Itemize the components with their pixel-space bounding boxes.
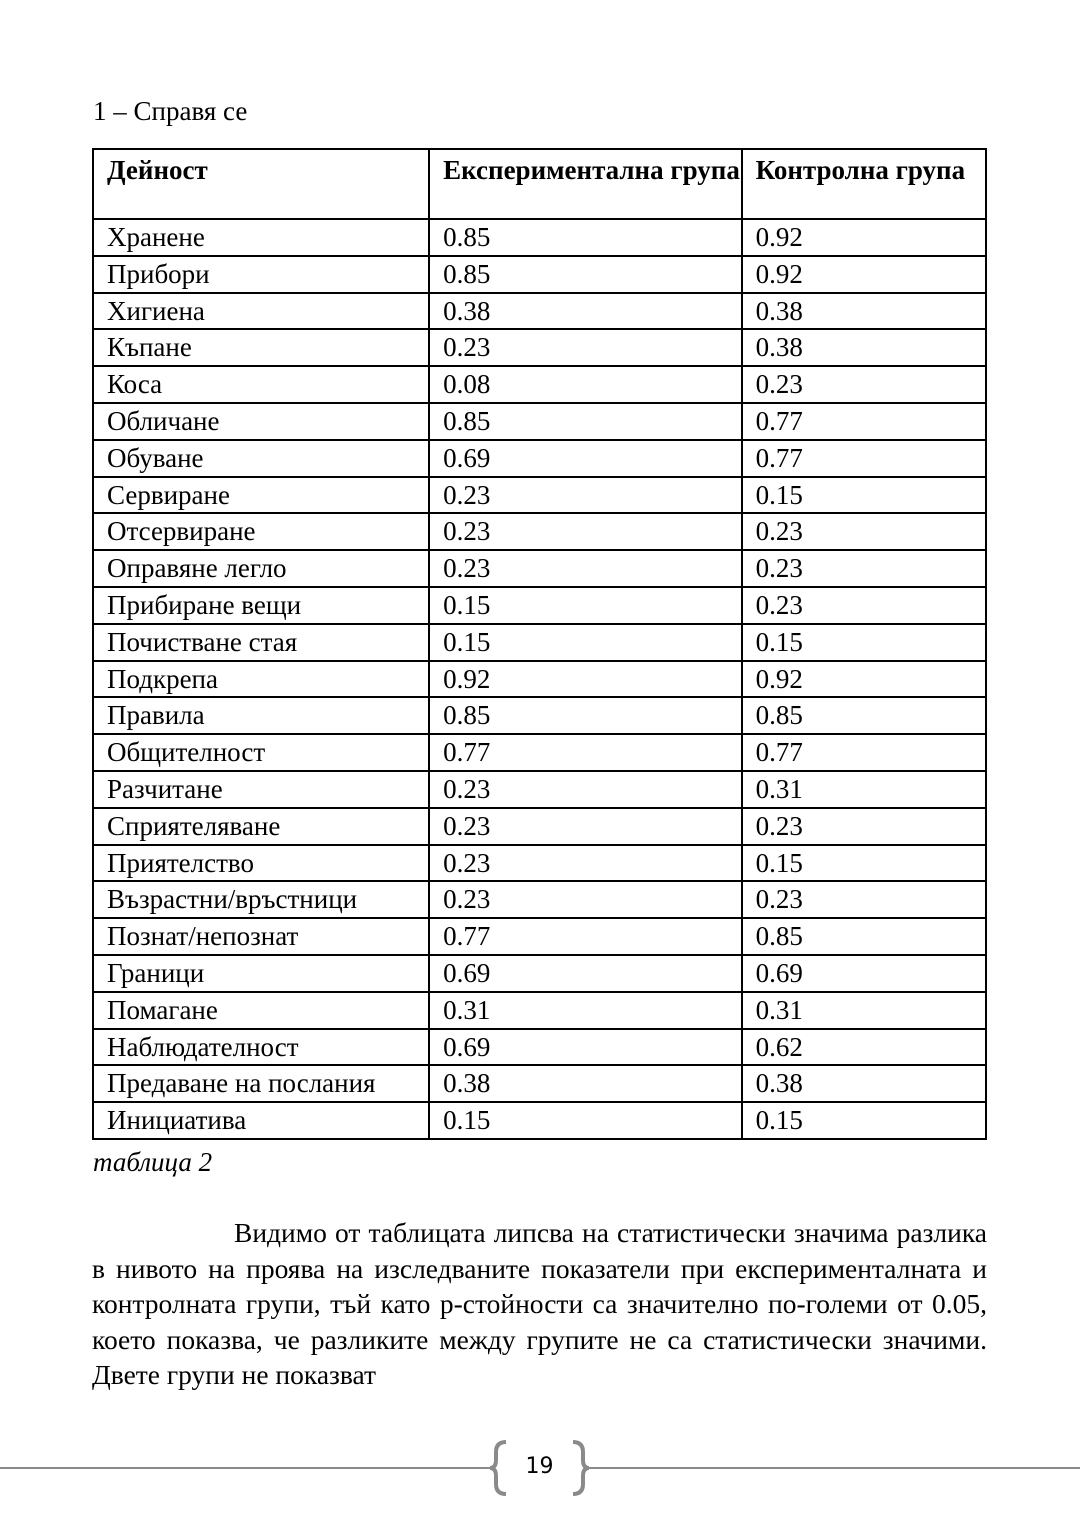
cell-activity: Почистване стая (93, 624, 429, 661)
cell-activity: Коса (93, 366, 429, 403)
cell-experimental: 0.69 (429, 1029, 741, 1066)
cell-experimental: 0.38 (429, 293, 741, 330)
cell-activity: Отсервиране (93, 513, 429, 550)
cell-activity: Сприятеляване (93, 808, 429, 845)
section-heading: 1 – Справя се (93, 96, 248, 126)
cell-control: 0.85 (742, 697, 986, 734)
cell-experimental: 0.85 (429, 219, 741, 256)
cell-control: 0.69 (742, 955, 986, 992)
cell-experimental: 0.69 (429, 955, 741, 992)
cell-activity: Предаване на послания (93, 1065, 429, 1102)
cell-experimental: 0.85 (429, 697, 741, 734)
cell-experimental: 0.23 (429, 808, 741, 845)
cell-experimental: 0.77 (429, 734, 741, 771)
cell-control: 0.77 (742, 440, 986, 477)
cell-activity: Обличане (93, 403, 429, 440)
cell-control: 0.23 (742, 550, 986, 587)
cell-control: 0.38 (742, 329, 986, 366)
cell-experimental: 0.23 (429, 329, 741, 366)
cell-activity: Правила (93, 697, 429, 734)
cell-experimental: 0.23 (429, 771, 741, 808)
body-paragraph: Видимо от таблицата липсва на статистически значима разлика в нивото на проява на изследваните показатели при експерименталната и контролната групи, тъй като p-стойности са значително по-големи от 0.05, което показва, че разликите между групите не са статистически значими. Двете групи не показват (92, 1217, 987, 1390)
cell-experimental: 0.38 (429, 1065, 741, 1102)
cell-experimental: 0.85 (429, 403, 741, 440)
cell-activity: Възрастни/връстници (93, 881, 429, 918)
cell-control: 0.85 (742, 918, 986, 955)
cell-experimental: 0.31 (429, 992, 741, 1029)
cell-control: 0.62 (742, 1029, 986, 1066)
cell-control: 0.23 (742, 366, 986, 403)
cell-experimental: 0.15 (429, 624, 741, 661)
cell-control: 0.92 (742, 661, 986, 698)
cell-control: 0.92 (742, 219, 986, 256)
cell-control: 0.23 (742, 587, 986, 624)
cell-control: 0.31 (742, 771, 986, 808)
cell-activity: Разчитане (93, 771, 429, 808)
cell-activity: Прибиране вещи (93, 587, 429, 624)
cell-control: 0.23 (742, 808, 986, 845)
cell-activity: Оправяне легло (93, 550, 429, 587)
cell-control: 0.15 (742, 1102, 986, 1139)
cell-experimental: 0.69 (429, 440, 741, 477)
cell-control: 0.31 (742, 992, 986, 1029)
cell-experimental: 0.08 (429, 366, 741, 403)
cell-activity: Подкрепа (93, 661, 429, 698)
table-caption: таблица 2 (93, 1147, 213, 1177)
page-number: 19 (525, 1454, 554, 1479)
cell-control: 0.92 (742, 256, 986, 293)
cell-activity: Граници (93, 955, 429, 992)
cell-experimental: 0.23 (429, 845, 741, 882)
cell-activity: Къпане (93, 329, 429, 366)
cell-activity: Познат/непознат (93, 918, 429, 955)
cell-activity: Приятелство (93, 845, 429, 882)
cell-experimental: 0.23 (429, 881, 741, 918)
cell-experimental: 0.15 (429, 1102, 741, 1139)
cell-activity: Хранене (93, 219, 429, 256)
cell-activity: Помагане (93, 992, 429, 1029)
cell-experimental: 0.23 (429, 513, 741, 550)
cell-control: 0.23 (742, 881, 986, 918)
cell-control: 0.38 (742, 293, 986, 330)
cell-experimental: 0.77 (429, 918, 741, 955)
cell-activity: Прибори (93, 256, 429, 293)
cell-control: 0.15 (742, 624, 986, 661)
header-activity: Дейност (93, 149, 429, 219)
cell-control: 0.77 (742, 734, 986, 771)
cell-control: 0.15 (742, 845, 986, 882)
cell-experimental: 0.15 (429, 587, 741, 624)
cell-experimental: 0.92 (429, 661, 741, 698)
cell-activity: Хигиена (93, 293, 429, 330)
cell-activity: Общителност (93, 734, 429, 771)
cell-control: 0.15 (742, 477, 986, 514)
cell-experimental: 0.23 (429, 550, 741, 587)
cell-activity: Сервиране (93, 477, 429, 514)
header-control-group: Контролна група (742, 149, 986, 219)
cell-control: 0.38 (742, 1065, 986, 1102)
cell-activity: Обуване (93, 440, 429, 477)
cell-activity: Инициатива (93, 1102, 429, 1139)
cell-activity: Наблюдателност (93, 1029, 429, 1066)
cell-control: 0.77 (742, 403, 986, 440)
cell-experimental: 0.85 (429, 256, 741, 293)
header-experimental-group: Експериментална група (429, 149, 741, 219)
cell-control: 0.23 (742, 513, 986, 550)
cell-experimental: 0.23 (429, 477, 741, 514)
